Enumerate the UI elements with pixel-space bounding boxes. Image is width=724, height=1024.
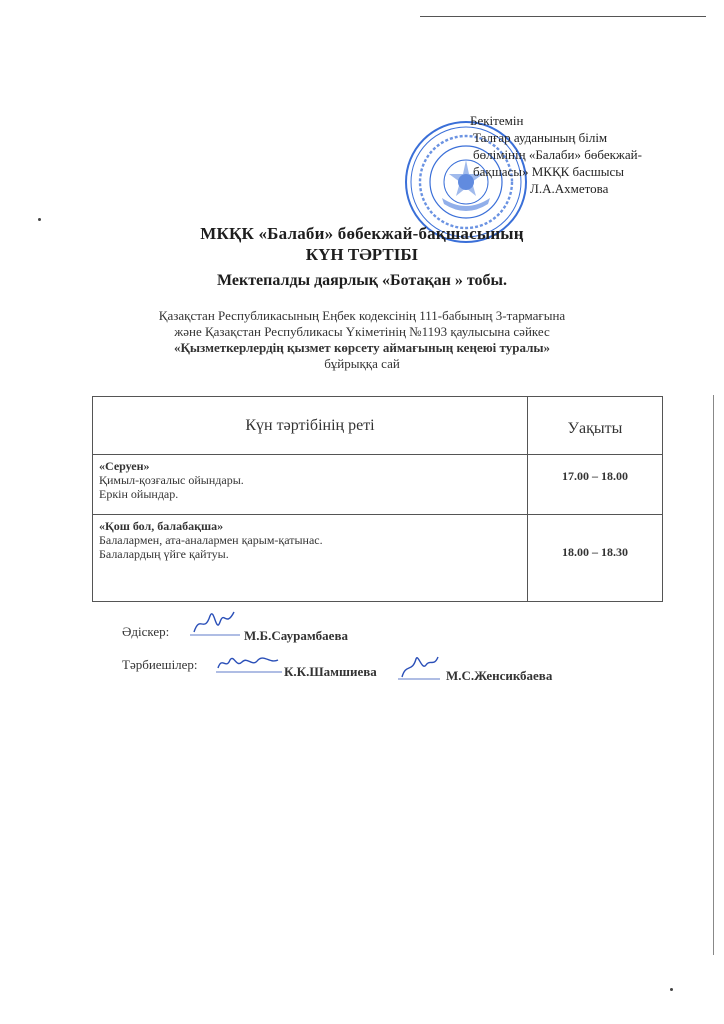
approval-heading: Бекітемін <box>470 113 524 128</box>
activity-detail: Балалардың үйге қайтуы. <box>99 547 229 561</box>
teacher2-signature <box>396 651 442 685</box>
methodist-signature <box>190 604 242 640</box>
teacher1-name <box>284 664 377 680</box>
activity-name: «Қош бол, балабақша» <box>99 519 224 533</box>
time-cell: 18.00 – 18.30 <box>528 515 663 602</box>
methodist-label: Әдіскер: <box>122 624 170 639</box>
teachers-label: Тәрбиешілер: <box>122 657 198 672</box>
time-cell: 17.00 – 18.00 <box>528 455 663 515</box>
scan-edge-line <box>713 395 714 955</box>
scan-speck <box>670 988 673 991</box>
scan-edge-line <box>420 16 706 17</box>
table-row <box>93 455 663 515</box>
activity-detail: Қимыл-қозғалыс ойындары. <box>99 473 244 487</box>
approval-block <box>470 112 642 197</box>
methodist-name-text: М.Б.Саурамбаева <box>244 628 348 643</box>
teacher1-signature <box>214 650 284 678</box>
column-header-activity: Күн тәртібінің реті <box>93 397 528 455</box>
approval-line: Талғар ауданының білім <box>473 130 608 145</box>
table-header-row <box>93 397 663 455</box>
legal-basis-line: және Қазақстан Республикасы Үкіметінің №1193 қаулысына сәйкес <box>174 324 550 339</box>
document-subtitle: КҮН ТӘРТІБІ <box>305 245 419 264</box>
activity-detail: Еркін ойындар. <box>99 487 179 501</box>
group-name: Мектепалды даярлық «Ботақан » тобы. <box>216 272 508 289</box>
legal-basis-line: бұйрыққа сай <box>324 356 400 371</box>
scan-speck <box>38 218 41 221</box>
teacher2-name-text: М.С.Женсикбаева <box>446 668 553 683</box>
table-row <box>93 515 663 602</box>
activity-cell <box>93 515 528 602</box>
teacher2-name <box>446 668 552 684</box>
activity-detail: Балалармен, ата-аналармен қарым-қатынас. <box>99 533 323 547</box>
teacher1-name-text: К.К.Шамшиева <box>284 664 377 679</box>
methodist-name <box>244 628 348 644</box>
column-header-time: Уақыты <box>528 397 663 455</box>
activity-cell <box>93 455 528 515</box>
activity-name: «Серуен» <box>99 459 150 473</box>
approval-line: бөлімінің «Балаби» бөбекжай- <box>473 147 642 162</box>
approver-name: Л.А.Ахметова <box>530 181 609 196</box>
legal-basis <box>0 308 724 372</box>
legal-basis-line: Қазақстан Республикасының Еңбек кодексінің 111-бабының 3-тармағына <box>158 308 566 323</box>
approval-line: бақшасы» МКҚК басшысы <box>473 164 624 179</box>
legal-basis-line: «Қызметкерлердің қызмет көрсету аймағының кеңеюі туралы» <box>173 340 551 355</box>
schedule-table <box>92 396 663 602</box>
document-title: МКҚК «Балаби» бөбекжай-бақшасының <box>200 224 524 243</box>
